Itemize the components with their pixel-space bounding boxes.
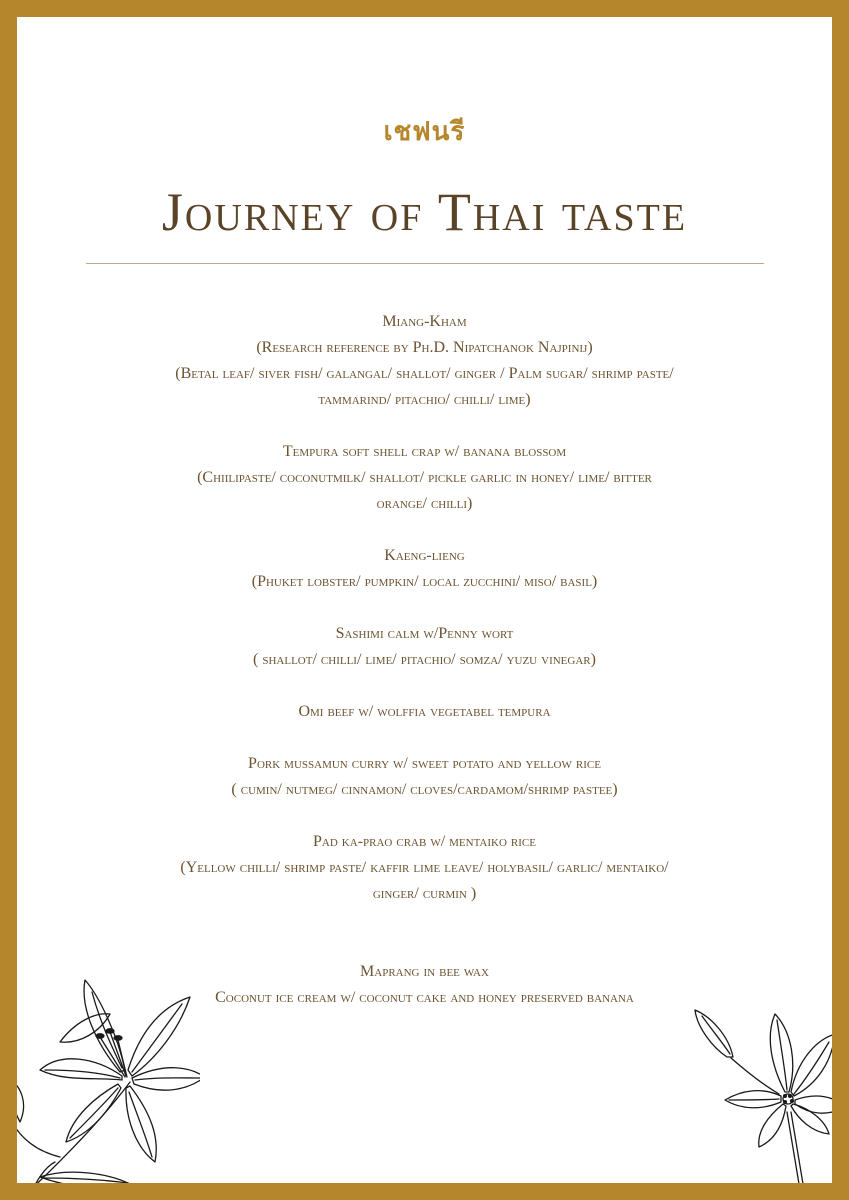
course-description: (Yellow chilli/ shrimp paste/ kaffir lime leave/ holybasil/ garlic/ mentaiko/ [180,859,669,876]
dessert-name: Maprang in bee wax [360,963,489,980]
menu-list [17,309,832,1037]
course-name: Pork mussamun curry w/ sweet potato and yellow rice [248,755,601,772]
course-item [17,621,832,673]
course-name: Kaeng-lieng [384,547,465,564]
course-description: (Betal leaf/ siver fish/ galangal/ shallot/ ginger / Palm sugar/ shrimp paste/ [175,365,674,382]
page-title: Journey of Thai taste [161,182,688,242]
course-item [17,829,832,907]
course-item [17,751,832,803]
course-description: ( shallot/ chilli/ lime/ pitachio/ somza/ yuzu vinegar) [253,651,596,668]
course-description: orange/ chilli) [376,495,473,512]
course-name: Omi beef w/ wolffia vegetabel tempura [298,703,551,720]
course-name: Tempura soft shell crap w/ banana blossom [282,443,567,460]
lotus-flower-icon [667,1002,842,1200]
course-item [17,699,832,725]
course-description: tammarind/ pitachio/ chilli/ lime) [318,391,531,408]
course-name: Miang-Kham [382,313,467,330]
course-name: Pad ka-prao crab w/ mentaiko rice [313,833,536,850]
dessert-description: Coconut ice cream w/ coconut cake and honey preserved banana [215,989,634,1006]
course-item [17,309,832,413]
lily-flower-icon [0,952,200,1200]
divider [86,263,764,264]
course-item [17,439,832,517]
course-description: (Research reference by Ph.D. Nipatchanok Najpinij) [256,339,593,356]
course-name: Sashimi calm w/Penny wort [335,625,514,642]
course-description: (Phuket lobster/ pumpkin/ local zucchini/ miso/ basil) [251,573,598,590]
course-item [17,543,832,595]
course-description: ginger/ curmin ) [372,885,477,902]
course-description: (Chiilipaste/ coconutmilk/ shallot/ pickle garlic in honey/ lime/ bitter [197,469,652,486]
course-description: ( cumin/ nutmeg/ cinnamon/ cloves/cardamom/shrimp pastee) [231,781,618,798]
brand-logo-text: เชฟนรี [383,117,466,147]
